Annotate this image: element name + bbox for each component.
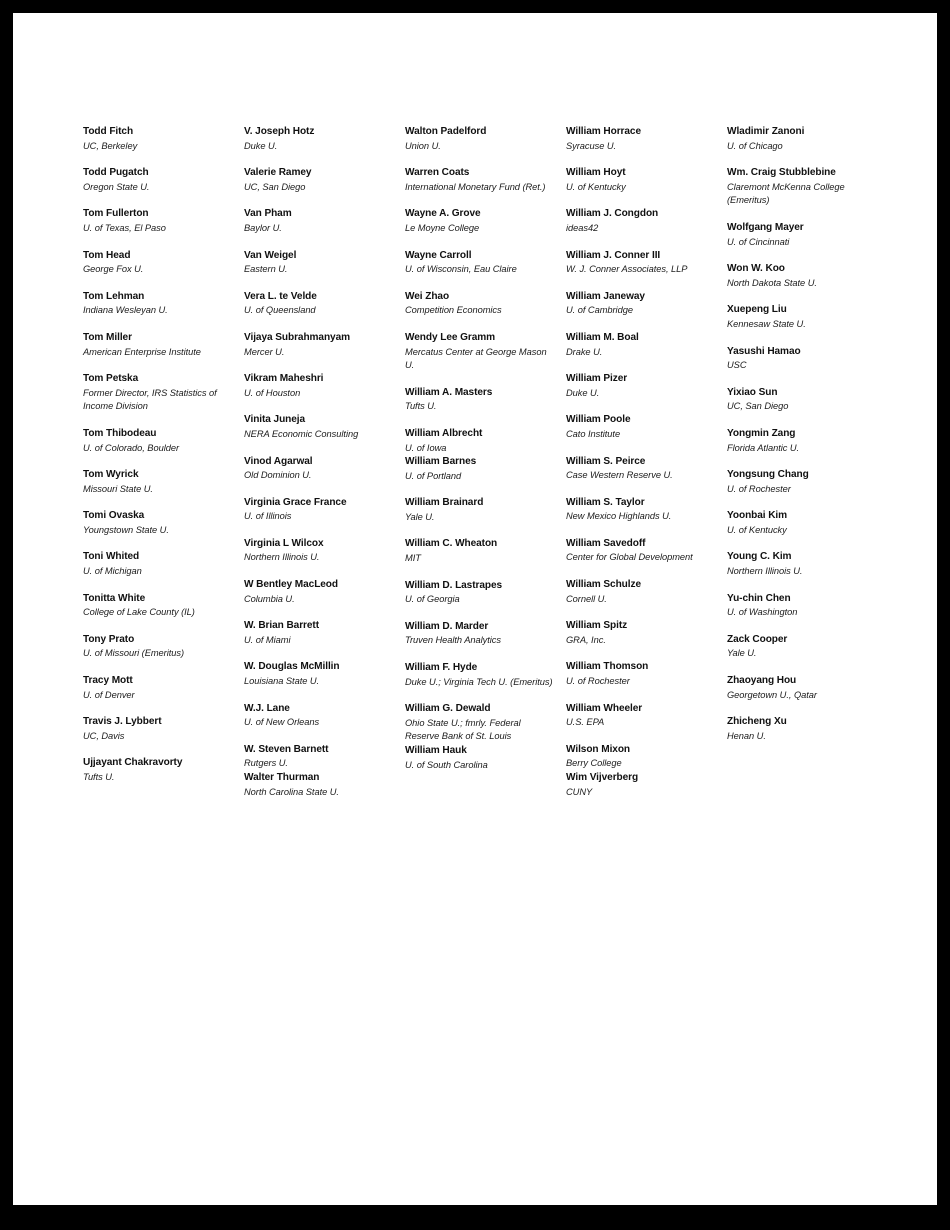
- signatory-name: Tom Wyrick: [83, 469, 139, 481]
- signatory-entry: [405, 427, 553, 455]
- signatory-entry: [727, 427, 875, 455]
- signatory-entry: [405, 125, 553, 153]
- signatory-name: William Barnes: [405, 456, 477, 468]
- signatory-name: Virginia Grace France: [244, 496, 347, 508]
- signatory-entry: [405, 579, 553, 607]
- signatory-name: Wayne Carroll: [405, 249, 472, 261]
- signatory-name: William Hauk: [405, 745, 467, 756]
- signatory-name: Todd Pugatch: [83, 167, 149, 179]
- signatory-affiliation: Duke U.; Virginia Tech U. (Emeritus): [405, 676, 553, 687]
- signatory-entry: [727, 674, 875, 702]
- signatory-entry: [727, 345, 875, 373]
- signatory-entry: [83, 715, 231, 743]
- signatory-name: William Wheeler: [566, 702, 643, 714]
- signatory-affiliation: Cornell U.: [566, 593, 607, 604]
- signatory-entry: [83, 166, 231, 194]
- signatory-affiliation: U. of Michigan: [83, 566, 142, 577]
- signatory-entry: [83, 633, 231, 661]
- signatory-affiliation: Cato Institute: [566, 428, 621, 439]
- signatory-entry: [83, 509, 231, 537]
- signatory-name: William S. Taylor: [566, 496, 645, 508]
- signatory-name: Tonitta White: [83, 592, 146, 604]
- signatory-entry: [405, 537, 553, 565]
- signatory-affiliation: Union U.: [405, 140, 441, 151]
- signatory-affiliation: U. of Wisconsin, Eau Claire: [405, 264, 517, 275]
- signatory-name: Toni Whited: [83, 551, 140, 563]
- signatory-name: W Bentley MacLeod: [244, 579, 338, 591]
- signatory-entry: [727, 221, 875, 249]
- signatory-affiliation: North Carolina State U.: [244, 786, 339, 797]
- signatory-name: Travis J. Lybbert: [83, 716, 162, 728]
- signatory-entry: [244, 455, 392, 483]
- signatory-affiliation: W. J. Conner Associates, LLP: [566, 264, 688, 275]
- signatory-name: Walter Thurman: [244, 772, 320, 783]
- signatory-name: Van Weigel: [244, 249, 297, 261]
- signatory-entry: [405, 386, 553, 414]
- signatory-entry: [566, 249, 714, 277]
- signatory-entry: [727, 592, 875, 620]
- signatory-name: Van Pham: [244, 208, 292, 220]
- signatory-affiliation: Mercatus Center at George Mason U.: [405, 346, 547, 371]
- signatory-entry: [405, 290, 553, 318]
- signatory-name: Wolfgang Mayer: [727, 221, 804, 233]
- signatory-affiliation: Yale U.: [405, 511, 435, 522]
- signatory-name: Todd Fitch: [83, 126, 134, 137]
- signatory-name: William G. Dewald: [405, 703, 491, 715]
- signatory-entry: [727, 125, 875, 153]
- signatory-affiliation: Kennesaw State U.: [727, 318, 806, 329]
- signatory-affiliation: Northern Illinois U.: [727, 566, 803, 577]
- signatory-entry: [727, 509, 875, 537]
- signatory-affiliation: U. of Washington: [727, 607, 798, 618]
- signatory-name: Zhicheng Xu: [727, 716, 787, 728]
- signatory-name: W.J. Lane: [244, 702, 290, 714]
- signatory-entry: [244, 207, 392, 235]
- signatory-entry: [727, 715, 875, 743]
- signatory-affiliation: U. of Illinois: [244, 511, 292, 522]
- signatory-name: William Thomson: [566, 661, 649, 673]
- signatory-entry: [566, 743, 714, 771]
- signatory-affiliation: Old Dominion U.: [244, 470, 312, 481]
- signatory-affiliation: Baylor U.: [244, 222, 282, 233]
- signatory-name: Ujjayant Chakravorty: [83, 757, 183, 769]
- signatory-affiliation: U.S. EPA: [566, 717, 605, 728]
- signatory-name: William Savedoff: [566, 537, 646, 549]
- signatory-name: William Pizer: [566, 373, 628, 385]
- signatory-name: Vinod Agarwal: [244, 455, 313, 467]
- signatory-affiliation: U. of Rochester: [566, 676, 630, 687]
- signatory-affiliation: Claremont McKenna College (Emeritus): [727, 181, 845, 206]
- signatory-affiliation: Florida Atlantic U.: [727, 442, 800, 453]
- signatory-affiliation: Rutgers U.: [244, 758, 288, 769]
- signatory-name: Wm. Craig Stubblebine: [727, 167, 836, 179]
- signatory-name: W. Douglas McMillin: [244, 661, 340, 673]
- signatory-entry: [83, 427, 231, 455]
- signatory-affiliation: UC, San Diego: [727, 401, 789, 412]
- signatory-name: William Horrace: [566, 126, 642, 137]
- signatory-entry: [566, 537, 714, 565]
- signatory-name: William S. Peirce: [566, 455, 646, 467]
- signatory-entry: [244, 125, 392, 153]
- signatory-affiliation: U. of Texas, El Paso: [83, 222, 166, 233]
- signatory-affiliation: U. of Iowa: [405, 442, 447, 453]
- signatory-name: Yongmin Zang: [727, 427, 796, 439]
- signatory-name: Tony Prato: [83, 633, 135, 645]
- signatory-affiliation: George Fox U.: [83, 264, 144, 275]
- signatory-affiliation: Truven Health Analytics: [405, 635, 501, 646]
- signatory-entry: [566, 372, 714, 400]
- signatory-name: William C. Wheaton: [405, 538, 498, 550]
- signatory-entry: [727, 303, 875, 331]
- signatory-affiliation: Eastern U.: [244, 264, 288, 275]
- signatory-affiliation: Mercer U.: [244, 346, 285, 357]
- signatory-name: Zack Cooper: [727, 633, 788, 645]
- signatory-affiliation: ideas42: [566, 222, 599, 233]
- signatory-name: W. Brian Barrett: [244, 620, 319, 632]
- signatory-affiliation: New Mexico Highlands U.: [566, 511, 672, 522]
- signatory-entry: [83, 592, 231, 620]
- signatory-name: William Schulze: [566, 579, 641, 591]
- signatory-entry: [83, 468, 231, 496]
- signatory-entry: [405, 496, 553, 524]
- signatory-affiliation: Competition Economics: [405, 305, 502, 316]
- signatory-affiliation: UC, Berkeley: [83, 140, 138, 151]
- signatory-name: V. Joseph Hotz: [244, 126, 315, 137]
- signatory-affiliation: U. of Rochester: [727, 483, 791, 494]
- signatory-name: Tom Miller: [83, 331, 132, 343]
- signatory-name: Yixiao Sun: [727, 386, 778, 398]
- signatory-name: Tomi Ovaska: [83, 510, 145, 522]
- signatory-name: William D. Lastrapes: [405, 579, 503, 591]
- signatory-name: Tom Petska: [83, 373, 139, 385]
- signatory-entry: [405, 331, 553, 373]
- signatory-entry: [83, 290, 231, 318]
- signatory-name: Tom Thibodeau: [83, 427, 157, 439]
- signatory-affiliation: U. of Missouri (Emeritus): [83, 648, 185, 659]
- signatory-affiliation: Former Director, IRS Statistics of Income Division: [83, 387, 217, 412]
- signatory-affiliation: U. of Denver: [83, 689, 135, 700]
- signatory-column: [566, 125, 727, 812]
- signatory-entry: [244, 413, 392, 441]
- signatory-affiliation: GRA, Inc.: [566, 634, 606, 645]
- signatory-affiliation: UC, Davis: [83, 730, 125, 741]
- signatory-affiliation: U. of Cincinnati: [727, 236, 790, 247]
- signatory-entry: [405, 249, 553, 277]
- signatory-entry: [244, 290, 392, 318]
- signatory-name: Wendy Lee Gramm: [405, 331, 496, 343]
- signatory-column: [727, 125, 888, 756]
- signatory-affiliation: U. of Colorado, Boulder: [83, 442, 180, 453]
- signatory-affiliation: North Dakota State U.: [727, 277, 817, 288]
- signatory-entry: [244, 660, 392, 688]
- signatory-affiliation: U. of Miami: [244, 634, 291, 645]
- signatory-name: Tom Fullerton: [83, 208, 149, 220]
- signatory-entry: [83, 125, 231, 153]
- signatory-entry: [566, 619, 714, 647]
- signatory-affiliation: Duke U.: [566, 387, 600, 398]
- signatory-entry: [83, 207, 231, 235]
- signatory-name: William J. Conner III: [566, 249, 661, 261]
- signatory-name: William Brainard: [405, 497, 484, 509]
- signatory-name: William Spitz: [566, 620, 628, 632]
- signatory-affiliation: U. of Houston: [244, 387, 301, 398]
- signatory-name: Wei Zhao: [405, 290, 450, 302]
- signatory-name: W. Steven Barnett: [244, 743, 329, 755]
- signatory-name: Virginia L Wilcox: [244, 537, 324, 549]
- signatory-affiliation: CUNY: [566, 786, 593, 797]
- signatory-entry: [566, 166, 714, 194]
- signatory-name: Tracy Mott: [83, 675, 133, 687]
- signatory-name: Warren Coats: [405, 167, 470, 179]
- signatory-entry: [566, 207, 714, 235]
- signatory-entry: [405, 166, 553, 194]
- signatory-affiliation: U. of South Carolina: [405, 759, 488, 770]
- signatory-entry: [727, 633, 875, 661]
- signatory-affiliation: UC, San Diego: [244, 181, 306, 192]
- signatory-affiliation: U. of Chicago: [727, 140, 783, 151]
- signatory-entry: [566, 578, 714, 606]
- signatory-entry: [727, 468, 875, 496]
- signatory-name: Vinita Juneja: [244, 414, 306, 426]
- signatory-entry: [405, 207, 553, 235]
- signatory-name: William F. Hyde: [405, 662, 478, 674]
- signatory-name: William Hoyt: [566, 167, 626, 179]
- signatory-entry: [244, 619, 392, 647]
- signatory-entry: [566, 331, 714, 359]
- signatory-entry: [244, 702, 392, 730]
- signatory-affiliation: USC: [727, 360, 747, 371]
- signatory-affiliation: Ohio State U.; fmrly. Federal Reserve Bank of St. Louis: [405, 717, 521, 742]
- signatory-affiliation: International Monetary Fund (Ret.): [405, 181, 546, 192]
- signatory-affiliation: Yale U.: [727, 648, 757, 659]
- signatory-name: Walton Padelford: [405, 126, 487, 137]
- signatory-name: Wladimir Zanoni: [727, 126, 805, 137]
- signatory-affiliation: U. of Portland: [405, 470, 462, 481]
- signatory-entry: [566, 125, 714, 153]
- signatory-entry: [83, 756, 231, 784]
- signatory-entry: [244, 537, 392, 565]
- signatory-entry: [566, 660, 714, 688]
- signatory-columns: [83, 125, 903, 812]
- signatory-affiliation: U. of Kentucky: [727, 524, 787, 535]
- signatory-name: Tom Lehman: [83, 290, 145, 302]
- signatory-affiliation: Tufts U.: [83, 772, 115, 782]
- signatory-name: Yongsung Chang: [727, 469, 809, 481]
- signatory-name: Vera L. te Velde: [244, 290, 317, 302]
- signatory-affiliation: Drake U.: [566, 346, 603, 357]
- signatory-affiliation: Henan U.: [727, 730, 766, 741]
- signatory-affiliation: NERA Economic Consulting: [244, 428, 359, 439]
- signatory-affiliation: MIT: [405, 553, 421, 564]
- signatory-entry: [244, 166, 392, 194]
- signatory-name: Yu-chin Chen: [727, 592, 791, 604]
- signatory-name: Valerie Ramey: [244, 167, 312, 179]
- signatory-name: Vijaya Subrahmanyam: [244, 331, 351, 343]
- signatory-entry: [244, 331, 392, 359]
- signatory-affiliation: American Enterprise Institute: [83, 346, 201, 357]
- signatory-entry: [727, 262, 875, 290]
- signatory-affiliation: Columbia U.: [244, 593, 295, 604]
- signatory-name: Vikram Maheshri: [244, 373, 324, 385]
- signatory-name: Wim Vijverberg: [566, 772, 639, 783]
- signatory-entry: [727, 386, 875, 414]
- signatory-entry: [244, 372, 392, 400]
- signatory-entry: [405, 702, 553, 744]
- signatory-name: Tom Head: [83, 249, 131, 261]
- signatory-name: William M. Boal: [566, 331, 639, 343]
- signatory-affiliation: Case Western Reserve U.: [566, 470, 673, 481]
- signatory-name: Wayne A. Grove: [405, 208, 481, 220]
- signatory-entry: [566, 702, 714, 730]
- signatory-entry: [566, 496, 714, 524]
- signatory-affiliation: Berry College: [566, 758, 622, 769]
- signatory-entry: [244, 771, 392, 799]
- signatory-affiliation: Missouri State U.: [83, 483, 153, 494]
- signatory-affiliation: Oregon State U.: [83, 181, 150, 192]
- signatory-name: Zhaoyang Hou: [727, 675, 797, 687]
- signatory-entry: [405, 744, 553, 772]
- signatory-entry: [405, 455, 553, 483]
- signatory-entry: [727, 550, 875, 578]
- signatory-name: William J. Congdon: [566, 208, 659, 220]
- signatory-entry: [83, 249, 231, 277]
- signatory-entry: [83, 550, 231, 578]
- signatory-affiliation: U. of New Orleans: [244, 717, 320, 728]
- signatory-name: William A. Masters: [405, 386, 493, 398]
- signatory-name: William D. Marder: [405, 620, 489, 632]
- signatory-entry: [566, 413, 714, 441]
- signatory-entry: [405, 661, 553, 689]
- signatory-affiliation: Le Moyne College: [405, 222, 480, 233]
- signatory-affiliation: U. of Georgia: [405, 594, 460, 605]
- signatory-affiliation: U. of Queensland: [244, 305, 316, 316]
- signatory-entry: [566, 455, 714, 483]
- signatory-affiliation: Georgetown U., Qatar: [727, 689, 817, 700]
- signatory-name: Young C. Kim: [727, 551, 792, 563]
- signatory-entry: [566, 290, 714, 318]
- page-frame: [13, 13, 937, 1205]
- signatory-entry: [83, 674, 231, 702]
- signatory-name: William Poole: [566, 414, 631, 426]
- signatory-affiliation: Duke U.: [244, 140, 278, 151]
- signatory-affiliation: College of Lake County (IL): [83, 607, 195, 618]
- signatory-entry: [244, 496, 392, 524]
- signatory-affiliation: Indiana Wesleyan U.: [83, 305, 168, 316]
- signatory-affiliation: U. of Kentucky: [566, 181, 626, 192]
- signatory-name: Yasushi Hamao: [727, 345, 801, 357]
- signatory-entry: [566, 771, 714, 799]
- signatory-entry: [83, 372, 231, 414]
- signatory-entry: [405, 620, 553, 648]
- signatory-name: Wilson Mixon: [566, 743, 630, 755]
- signatory-entry: [244, 743, 392, 771]
- signatory-affiliation: Tufts U.: [405, 401, 437, 412]
- signatory-entry: [244, 249, 392, 277]
- signatory-affiliation: Louisiana State U.: [244, 676, 320, 687]
- signatory-affiliation: Syracuse U.: [566, 140, 617, 151]
- signatory-name: William Albrecht: [405, 427, 483, 439]
- signatory-affiliation: Center for Global Development: [566, 552, 693, 563]
- signatory-name: Xuepeng Liu: [727, 304, 787, 316]
- signatory-entry: [727, 166, 875, 208]
- signatory-name: Yoonbai Kim: [727, 510, 788, 522]
- signatory-column: [405, 125, 566, 785]
- signatory-column: [244, 125, 405, 812]
- signatory-name: William Janeway: [566, 290, 645, 302]
- signatory-column: [83, 125, 244, 798]
- signatory-name: Won W. Koo: [727, 263, 785, 275]
- signatory-entry: [83, 331, 231, 359]
- signatory-affiliation: Northern Illinois U.: [244, 552, 320, 563]
- signatory-affiliation: U. of Cambridge: [566, 305, 633, 316]
- signatory-affiliation: Youngstown State U.: [83, 524, 169, 535]
- signatory-entry: [244, 578, 392, 606]
